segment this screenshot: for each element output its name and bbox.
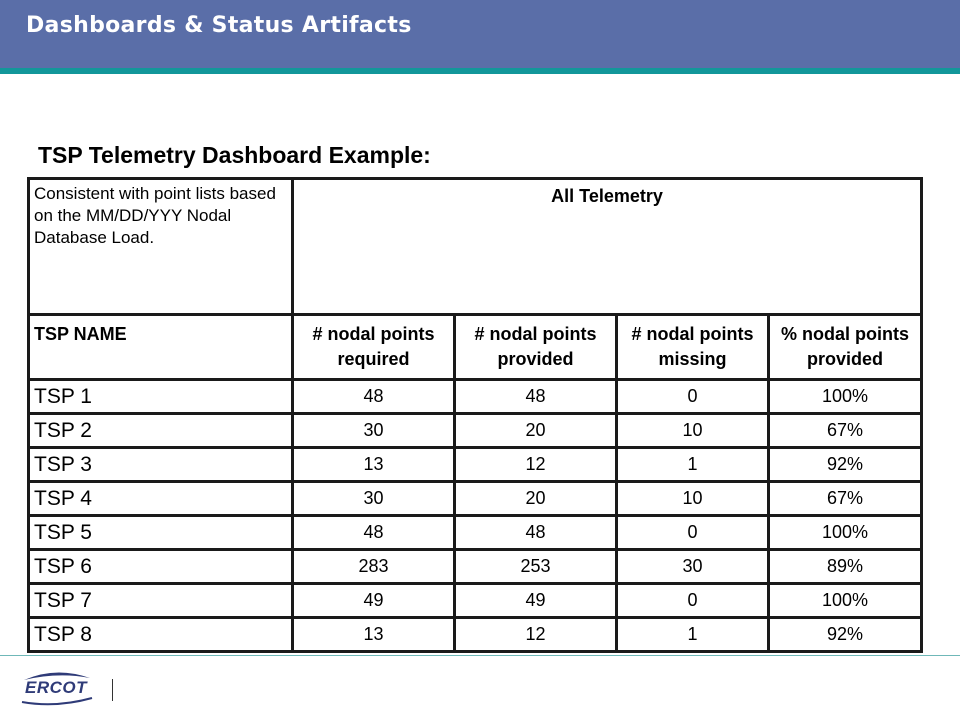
column-header-required: # nodal points required <box>293 315 455 380</box>
cell-provided: 253 <box>455 550 617 584</box>
cell-percent-provided: 92% <box>769 448 922 482</box>
table-note: Consistent with point lists based on the MM/DD/YYY Nodal Database Load. <box>29 179 293 315</box>
cell-required: 13 <box>293 448 455 482</box>
cell-tsp-name: TSP 3 <box>29 448 293 482</box>
group-header-all-telemetry: All Telemetry <box>293 179 922 315</box>
table-row <box>29 618 922 652</box>
cell-percent-provided: 100% <box>769 584 922 618</box>
column-header-row <box>29 315 922 380</box>
column-header-provided: # nodal points provided <box>455 315 617 380</box>
table-row <box>29 380 922 414</box>
cell-tsp-name: TSP 6 <box>29 550 293 584</box>
table-note-row <box>29 179 922 315</box>
logo-text: ERCOT <box>25 678 87 697</box>
cell-missing: 0 <box>617 516 769 550</box>
table-row <box>29 550 922 584</box>
cell-provided: 49 <box>455 584 617 618</box>
footer-rule <box>0 655 960 656</box>
cell-percent-provided: 92% <box>769 618 922 652</box>
cell-missing: 1 <box>617 618 769 652</box>
column-header-tsp-name: TSP NAME <box>29 315 293 380</box>
cell-required: 13 <box>293 618 455 652</box>
cell-missing: 0 <box>617 584 769 618</box>
cell-missing: 0 <box>617 380 769 414</box>
ercot-logo <box>18 668 94 706</box>
cell-provided: 48 <box>455 516 617 550</box>
cell-tsp-name: TSP 1 <box>29 380 293 414</box>
column-header-percent-provided: % nodal points provided <box>769 315 922 380</box>
cell-required: 30 <box>293 414 455 448</box>
cell-missing: 30 <box>617 550 769 584</box>
column-header-missing: # nodal points missing <box>617 315 769 380</box>
cell-provided: 20 <box>455 482 617 516</box>
cell-tsp-name: TSP 7 <box>29 584 293 618</box>
cell-tsp-name: TSP 2 <box>29 414 293 448</box>
telemetry-table <box>27 177 923 653</box>
cell-percent-provided: 67% <box>769 414 922 448</box>
cell-provided: 48 <box>455 380 617 414</box>
cell-provided: 12 <box>455 448 617 482</box>
header-accent-rule <box>0 68 960 74</box>
cell-percent-provided: 100% <box>769 380 922 414</box>
cell-percent-provided: 89% <box>769 550 922 584</box>
slide-title: Dashboards & Status Artifacts <box>26 13 412 38</box>
table-row <box>29 516 922 550</box>
table-row <box>29 482 922 516</box>
cell-required: 283 <box>293 550 455 584</box>
cell-tsp-name: TSP 5 <box>29 516 293 550</box>
cell-provided: 20 <box>455 414 617 448</box>
cell-required: 30 <box>293 482 455 516</box>
cell-missing: 10 <box>617 482 769 516</box>
cell-required: 48 <box>293 516 455 550</box>
cell-tsp-name: TSP 8 <box>29 618 293 652</box>
cell-provided: 12 <box>455 618 617 652</box>
cell-required: 49 <box>293 584 455 618</box>
dashboard-subtitle: TSP Telemetry Dashboard Example: <box>38 142 431 168</box>
cell-percent-provided: 67% <box>769 482 922 516</box>
cell-missing: 10 <box>617 414 769 448</box>
cell-percent-provided: 100% <box>769 516 922 550</box>
cell-missing: 1 <box>617 448 769 482</box>
table-row <box>29 584 922 618</box>
footer-divider <box>112 679 113 701</box>
table-row <box>29 414 922 448</box>
table-row <box>29 448 922 482</box>
cell-tsp-name: TSP 4 <box>29 482 293 516</box>
cell-required: 48 <box>293 380 455 414</box>
